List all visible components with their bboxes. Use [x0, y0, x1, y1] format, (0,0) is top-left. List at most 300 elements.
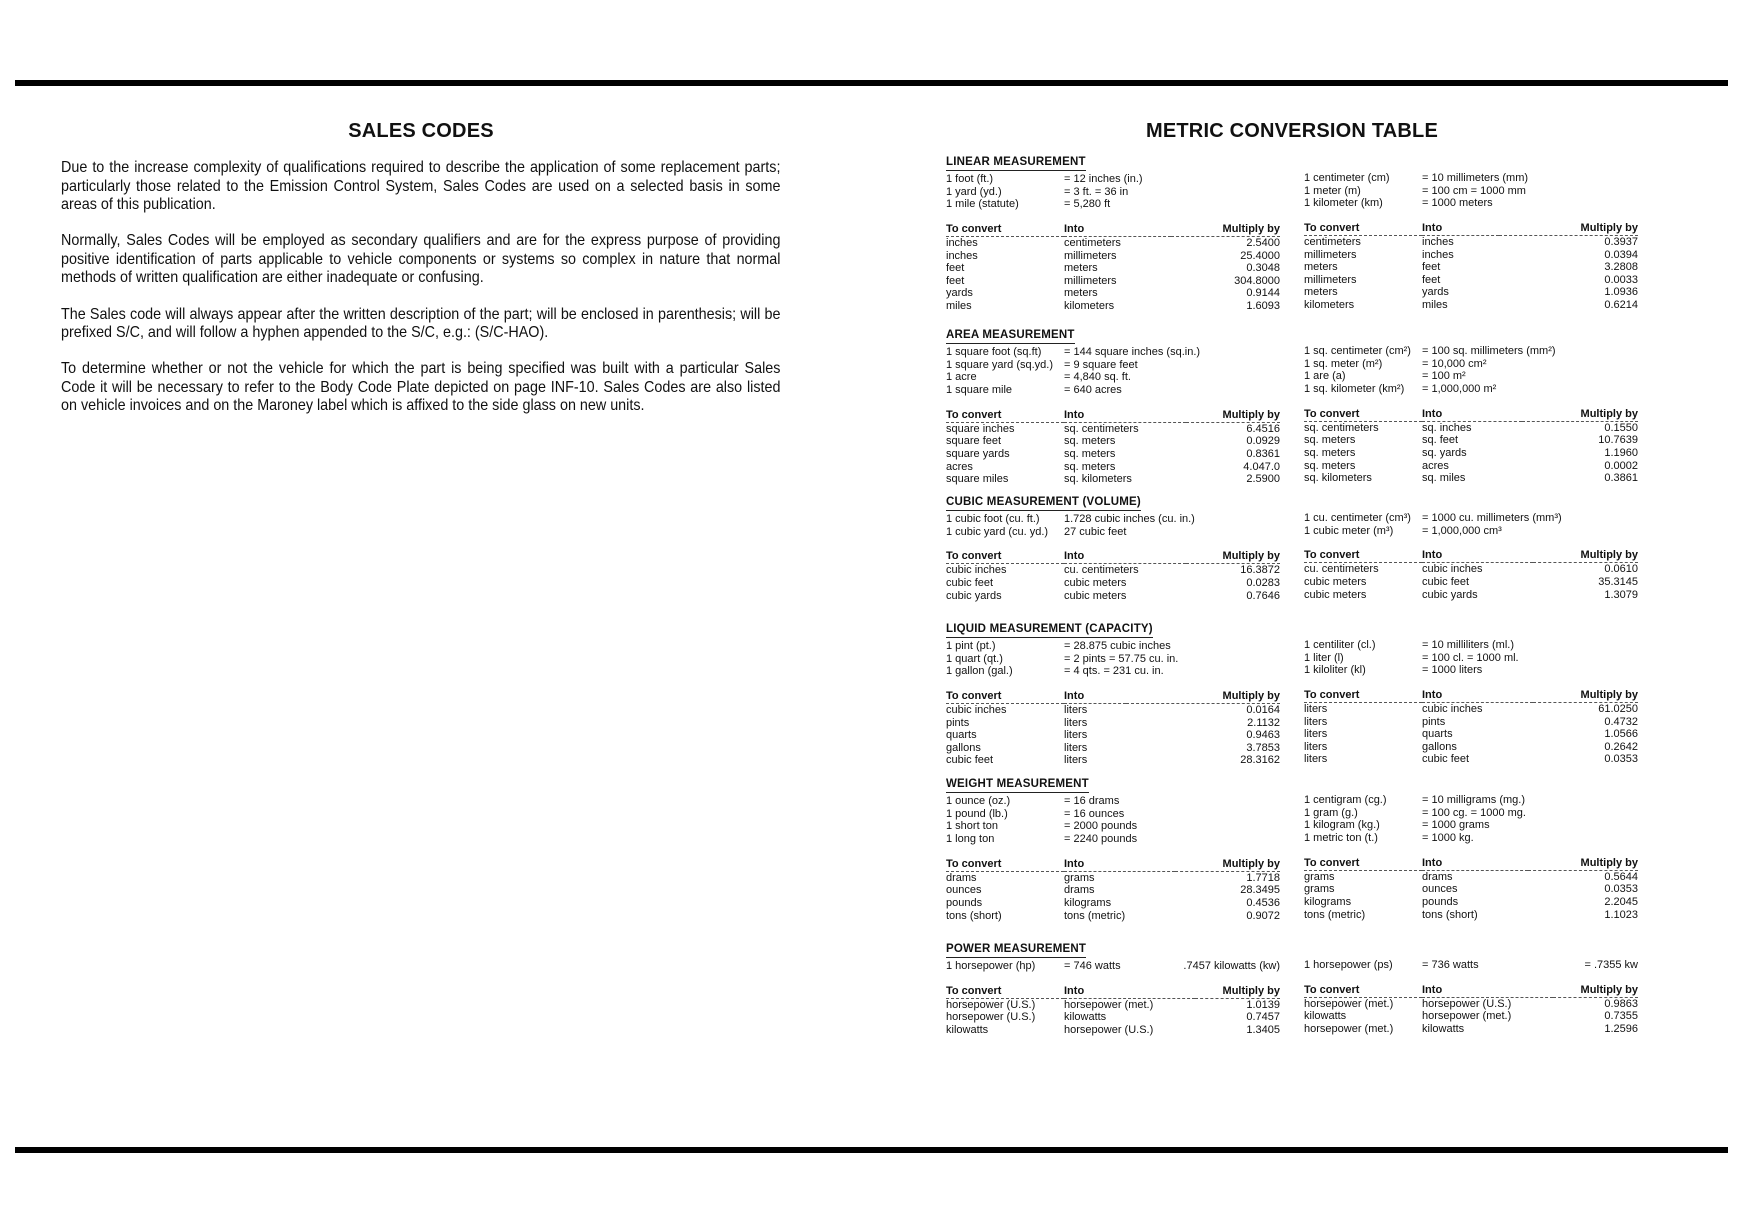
- conversion-table: [1304, 221, 1638, 312]
- table-cell: 16.3872: [1240, 564, 1280, 577]
- left-column: [946, 155, 1280, 313]
- table-cell: cubic meters: [1064, 576, 1127, 589]
- metric-conversion-title: METRIC CONVERSION TABLE: [1145, 120, 1438, 142]
- definition-part: = 5,280 ft: [1064, 198, 1111, 211]
- table-cell: 0.0353: [1604, 753, 1638, 766]
- table-row: [1304, 716, 1638, 729]
- definition-part: 1 gallon (gal.): [946, 665, 1013, 678]
- conversion-table: [1304, 407, 1638, 485]
- table-row: [946, 742, 1280, 755]
- table-row: [946, 1011, 1280, 1024]
- section-columns: [946, 777, 1638, 922]
- left-column: [946, 495, 1280, 602]
- table-cell: 0.9072: [1246, 909, 1280, 922]
- heading-spacer: [1304, 622, 1638, 637]
- definition-part: = 10 millimeters (mm): [1422, 172, 1529, 184]
- definition-row: [946, 198, 1280, 211]
- table-cell: horsepower (met.): [1304, 1022, 1394, 1035]
- table-header-row: [1304, 688, 1638, 703]
- table-cell: liters: [1304, 728, 1328, 741]
- table-cell: 0.9144: [1246, 287, 1280, 300]
- table-cell: sq. meters: [1304, 459, 1356, 472]
- column-header: Into: [1422, 983, 1553, 998]
- definitions: [1304, 794, 1638, 845]
- definition-row: [946, 186, 1280, 199]
- heading-spacer: [1304, 495, 1638, 510]
- table-row: [1304, 472, 1638, 485]
- table-cell: kilometers: [1064, 300, 1115, 313]
- table-cell: yards: [946, 287, 973, 300]
- definitions: [1304, 172, 1638, 210]
- definition-part: = .7355 kw: [1584, 959, 1638, 971]
- table-cell: 0.0002: [1604, 459, 1638, 472]
- table-cell: liters: [1064, 704, 1088, 717]
- table-cell: sq. inches: [1422, 421, 1472, 434]
- table-header-row: [1304, 983, 1638, 998]
- column-header: Multiply by: [1499, 221, 1638, 236]
- definition-row: [1304, 664, 1638, 677]
- table-cell: centimeters: [1304, 236, 1361, 249]
- definition-part: 1 ounce (oz.): [946, 795, 1011, 807]
- definition-row: [1304, 819, 1638, 832]
- section-heading: POWER MEASUREMENT: [946, 942, 1086, 958]
- table-cell: gallons: [1422, 740, 1457, 753]
- table-cell: 0.0610: [1604, 563, 1638, 576]
- definition-part: = 16 drams: [1064, 795, 1120, 807]
- definition-part: 1 short ton: [946, 820, 998, 833]
- table-row: [946, 884, 1280, 897]
- definition-part: = 10,000 cm²: [1422, 357, 1487, 370]
- table-cell: 1.0936: [1604, 286, 1638, 299]
- conversion-section: [946, 495, 1638, 602]
- table-header-row: [946, 689, 1280, 704]
- definition-part: 1 square foot (sq.ft): [946, 346, 1042, 358]
- definition-row: [1304, 345, 1638, 358]
- table-cell: cu. centimeters: [1064, 564, 1139, 577]
- definition-part: = 12 inches (in.): [1064, 173, 1143, 185]
- table-cell: pounds: [946, 896, 983, 909]
- paragraph: The Sales code will always appear after the written description of the part; will be enclosed in parenthesis; will be prefixed S/C, and will follow a hyphen appended to the S/C, e.g.: (S/C-HAO).: [61, 305, 781, 342]
- table-cell: cubic inches: [946, 704, 1007, 717]
- table-cell: kilograms: [1064, 896, 1112, 909]
- definition-row: [946, 371, 1280, 384]
- table-cell: sq. centimeters: [1304, 421, 1379, 434]
- table-row: [1304, 434, 1638, 447]
- definition-row: [1304, 197, 1638, 210]
- conversion-section: [946, 777, 1638, 922]
- column-header: To convert: [946, 689, 1064, 704]
- table-row: [946, 262, 1280, 275]
- table-cell: 3.7853: [1246, 741, 1280, 754]
- column-header: Multiply by: [1126, 689, 1280, 704]
- table-cell: liters: [1064, 729, 1088, 742]
- table-cell: liters: [1304, 715, 1328, 728]
- table-header-row: [1304, 856, 1638, 871]
- definition-part: = 10 milligrams (mg.): [1422, 794, 1525, 806]
- table-cell: square miles: [946, 473, 1009, 486]
- column-header: Multiply by: [1171, 222, 1280, 237]
- table-row: [946, 300, 1280, 313]
- definition-row: [946, 526, 1280, 539]
- table-cell: ounces: [946, 884, 982, 897]
- table-cell: 0.8361: [1246, 447, 1280, 460]
- table-cell: 25.4000: [1240, 249, 1280, 262]
- table-cell: millimeters: [1064, 274, 1117, 287]
- definition-row: [946, 820, 1280, 833]
- conversion-table: [946, 549, 1280, 602]
- table-cell: kilowatts: [946, 1023, 989, 1036]
- table-row: [1304, 563, 1638, 576]
- column-header: Multiply by: [1186, 408, 1280, 423]
- table-cell: inches: [1422, 248, 1454, 261]
- table-row: [946, 275, 1280, 288]
- table-row: [1304, 460, 1638, 473]
- definition-row: [946, 384, 1280, 397]
- table-cell: 0.0164: [1246, 704, 1280, 717]
- definition-part: = 28.875 cubic inches: [1064, 640, 1171, 652]
- sales-codes-title: SALES CODES: [348, 120, 494, 142]
- definition-part: .7457 kilowatts (kw): [1183, 960, 1280, 972]
- table-cell: kilowatts: [1422, 1022, 1465, 1035]
- table-cell: 0.7457: [1246, 1011, 1280, 1024]
- definition-part: 1 kilogram (kg.): [1304, 819, 1380, 832]
- table-cell: 1.1960: [1604, 446, 1638, 459]
- table-header-row: [946, 549, 1280, 564]
- definition-row: [1304, 358, 1638, 371]
- sales-codes-body: [61, 159, 781, 434]
- section-heading: LIQUID MEASUREMENT (CAPACITY): [946, 622, 1153, 638]
- table-cell: quarts: [946, 729, 977, 742]
- conversion-table: [946, 689, 1280, 767]
- definition-part: 1 cu. centimeter (cm³): [1304, 512, 1411, 524]
- table-cell: grams: [1304, 883, 1335, 896]
- table-cell: miles: [946, 300, 972, 313]
- definition-part: 1 yard (yd.): [946, 185, 1002, 198]
- definition-part: 1 metric ton (t.): [1304, 832, 1378, 845]
- definition-part: 1 pint (pt.): [946, 640, 996, 652]
- table-cell: 61.0250: [1598, 703, 1638, 716]
- table-cell: 0.0283: [1246, 576, 1280, 589]
- table-cell: sq. feet: [1422, 434, 1459, 447]
- table-cell: 1.3079: [1604, 588, 1638, 601]
- table-cell: tons (metric): [1304, 908, 1366, 921]
- table-row: [946, 564, 1280, 577]
- table-row: [946, 237, 1280, 250]
- definition-part: 1 horsepower (hp): [946, 960, 1036, 972]
- table-cell: sq. meters: [1064, 435, 1116, 448]
- table-cell: millimeters: [1064, 249, 1117, 262]
- definition-part: 1 centimeter (cm): [1304, 172, 1390, 184]
- heading-spacer: [1304, 777, 1638, 792]
- definitions: [946, 795, 1280, 846]
- column-header: Multiply by: [1533, 548, 1638, 563]
- table-cell: grams: [1064, 871, 1095, 884]
- definition-row: [1304, 525, 1638, 538]
- table-cell: cubic yards: [1422, 588, 1478, 601]
- column-header: Into: [1422, 688, 1533, 703]
- table-cell: feet: [946, 262, 965, 275]
- table-cell: 2.2045: [1604, 895, 1638, 908]
- table-row: [1304, 236, 1638, 249]
- table-cell: cubic inches: [1422, 563, 1483, 576]
- definition-part: 1 sq. centimeter (cm²): [1304, 345, 1411, 357]
- table-cell: acres: [946, 460, 973, 473]
- definition-part: 1 sq. kilometer (km²): [1304, 383, 1405, 396]
- conversion-section: [946, 155, 1638, 313]
- table-cell: 1.3405: [1246, 1023, 1280, 1036]
- table-row: [946, 461, 1280, 474]
- table-cell: 0.9463: [1246, 729, 1280, 742]
- table-cell: 4.047.0: [1243, 460, 1280, 473]
- paragraph: To determine whether or not the vehicle for which the part is being specified was built with a particular Sales Code it will be necessary to refer to the Body Code Plate depicted on page INF-10. Sales Codes are also listed on vehicle invoices and on the Maroney label which is affixed to the side glass on new units.: [61, 360, 781, 415]
- table-row: [1304, 261, 1638, 274]
- table-cell: 1.2596: [1604, 1022, 1638, 1035]
- table-header-row: [946, 408, 1280, 423]
- column-header: Into: [1064, 689, 1126, 704]
- table-cell: kilowatts: [1064, 1011, 1107, 1024]
- definition-part: 1 cubic foot (cu. ft.): [946, 513, 1040, 525]
- section-heading: AREA MEASUREMENT: [946, 328, 1075, 344]
- table-row: [946, 473, 1280, 486]
- table-cell: square inches: [946, 422, 1015, 435]
- table-cell: kilograms: [1304, 895, 1352, 908]
- table-row: [1304, 299, 1638, 312]
- table-row: [1304, 421, 1638, 434]
- table-cell: meters: [1064, 262, 1098, 275]
- table-cell: 2.5900: [1246, 473, 1280, 486]
- table-cell: pints: [946, 716, 970, 729]
- table-row: [1304, 909, 1638, 922]
- table-cell: pints: [1422, 715, 1446, 728]
- definition-part: = 9 square feet: [1064, 358, 1138, 371]
- conversion-table: [1304, 688, 1638, 766]
- table-cell: sq. meters: [1304, 434, 1356, 447]
- section-columns: [946, 328, 1638, 486]
- table-cell: 28.3162: [1240, 754, 1280, 767]
- section-heading: LINEAR MEASUREMENT: [946, 155, 1086, 171]
- column-header: To convert: [946, 408, 1064, 423]
- table-cell: millimeters: [1304, 248, 1357, 261]
- table-cell: liters: [1064, 716, 1088, 729]
- table-row: [1304, 1010, 1638, 1023]
- conversion-section: [946, 622, 1638, 767]
- definition-part: = 2 pints = 57.75 cu. in.: [1064, 652, 1179, 665]
- definition-part: = 144 square inches (sq.in.): [1064, 346, 1201, 358]
- section-heading: CUBIC MEASUREMENT (VOLUME): [946, 495, 1141, 511]
- table-cell: 28.3495: [1240, 884, 1280, 897]
- table-cell: cubic feet: [1422, 753, 1470, 766]
- table-cell: 0.0353: [1604, 883, 1638, 896]
- table-row: [946, 590, 1280, 603]
- column-header: Multiply by: [1175, 857, 1280, 872]
- right-column: [1304, 328, 1638, 486]
- table-row: [1304, 1023, 1638, 1036]
- table-cell: grams: [1304, 870, 1335, 883]
- table-row: [946, 435, 1280, 448]
- definition-row: [946, 346, 1280, 359]
- definition-part: 1 pound (lb.): [946, 807, 1008, 820]
- conversion-table: [1304, 856, 1638, 921]
- column-header: Into: [1422, 548, 1533, 563]
- table-row: [1304, 753, 1638, 766]
- table-cell: sq. kilometers: [1064, 473, 1132, 486]
- column-header: Multiply by: [1553, 983, 1638, 998]
- column-header: Multiply by: [1186, 549, 1280, 564]
- definition-row: [1304, 959, 1638, 972]
- definition-row: [946, 653, 1280, 666]
- definition-part: 1 gram (g.): [1304, 806, 1358, 819]
- definition-part: 1 acre: [946, 371, 977, 384]
- definition-part: 1 cubic yard (cu. yd.): [946, 525, 1049, 538]
- table-cell: horsepower (U.S.): [1422, 997, 1512, 1010]
- table-cell: tons (short): [946, 909, 1002, 922]
- table-cell: yards: [1422, 286, 1449, 299]
- section-columns: [946, 942, 1638, 1036]
- definition-part: = 736 watts: [1422, 959, 1479, 971]
- table-cell: cubic meters: [1064, 589, 1127, 602]
- table-cell: square feet: [946, 435, 1002, 448]
- table-cell: sq. centimeters: [1064, 422, 1139, 435]
- definition-row: [1304, 652, 1638, 665]
- definition-part: = 1000 grams: [1422, 819, 1490, 832]
- table-cell: cu. centimeters: [1304, 563, 1379, 576]
- left-column: [946, 328, 1280, 486]
- definition-row: [946, 640, 1280, 653]
- definition-part: 1 meter (m): [1304, 184, 1361, 197]
- column-header: Multiply by: [1195, 984, 1280, 999]
- table-cell: 304.8000: [1234, 274, 1280, 287]
- definition-part: 1.728 cubic inches (cu. in.): [1064, 513, 1195, 525]
- table-cell: quarts: [1422, 728, 1453, 741]
- table-cell: horsepower (U.S.): [1064, 1023, 1154, 1036]
- table-row: [946, 577, 1280, 590]
- table-cell: centimeters: [1064, 237, 1121, 250]
- definition-part: 1 sq. meter (m²): [1304, 357, 1383, 370]
- table-cell: 0.1550: [1604, 421, 1638, 434]
- table-row: [1304, 286, 1638, 299]
- column-header: To convert: [1304, 983, 1422, 998]
- definition-part: 27 cubic feet: [1064, 525, 1127, 538]
- table-cell: 0.7355: [1604, 1010, 1638, 1023]
- column-header: To convert: [1304, 407, 1422, 422]
- table-cell: cubic feet: [946, 754, 994, 767]
- table-header-row: [946, 857, 1280, 872]
- table-cell: 0.3861: [1604, 472, 1638, 485]
- table-cell: sq. meters: [1064, 447, 1116, 460]
- table-cell: ounces: [1422, 883, 1458, 896]
- table-cell: liters: [1064, 754, 1088, 767]
- table-cell: inches: [946, 237, 978, 250]
- table-cell: kilometers: [1304, 299, 1355, 312]
- heading-spacer: [1304, 155, 1638, 170]
- table-header-row: [1304, 548, 1638, 563]
- table-cell: 3.2808: [1604, 261, 1638, 274]
- table-cell: cubic yards: [946, 589, 1002, 602]
- table-cell: 0.2642: [1604, 740, 1638, 753]
- right-column: [1304, 155, 1638, 313]
- column-header: To convert: [1304, 688, 1422, 703]
- table-row: [1304, 589, 1638, 602]
- table-row: [946, 422, 1280, 435]
- definition-part: = 3 ft. = 36 in: [1064, 185, 1129, 198]
- definition-row: [1304, 370, 1638, 383]
- table-cell: 35.3145: [1598, 575, 1638, 588]
- table-cell: horsepower (met.): [1422, 1010, 1512, 1023]
- table-cell: drams: [1064, 884, 1095, 897]
- table-cell: 1.6093: [1246, 300, 1280, 313]
- right-column: [1304, 622, 1638, 767]
- definition-part: = 100 sq. millimeters (mm²): [1422, 345, 1556, 357]
- definition-part: = 1000 cu. millimeters (mm³): [1422, 512, 1562, 524]
- table-row: [1304, 870, 1638, 883]
- table-cell: liters: [1304, 740, 1328, 753]
- table-cell: cubic feet: [946, 576, 994, 589]
- column-header: Into: [1422, 221, 1499, 236]
- table-row: [1304, 249, 1638, 262]
- definition-part: = 100 cl. = 1000 ml.: [1422, 651, 1519, 664]
- definitions: [1304, 512, 1638, 537]
- table-cell: 0.0033: [1604, 273, 1638, 286]
- table-cell: 0.6214: [1604, 299, 1638, 312]
- left-column: [946, 942, 1280, 1036]
- table-row: [1304, 997, 1638, 1010]
- definitions: [946, 960, 1280, 973]
- section-heading: WEIGHT MEASUREMENT: [946, 777, 1089, 793]
- table-cell: pounds: [1422, 895, 1459, 908]
- table-row: [946, 287, 1280, 300]
- table-cell: meters: [1064, 287, 1098, 300]
- table-cell: 1.0139: [1246, 998, 1280, 1011]
- definition-row: [1304, 639, 1638, 652]
- table-cell: cubic feet: [1422, 575, 1470, 588]
- conversion-section: [946, 942, 1638, 1036]
- paragraph: Due to the increase complexity of qualifications required to describe the application of some replacement parts; particularly those related to the Emission Control System, Sales Codes are used on a selected basis in some areas of this publication.: [61, 159, 781, 214]
- definition-row: [1304, 794, 1638, 807]
- definition-part: = 10 milliliters (ml.): [1422, 639, 1514, 651]
- table-cell: millimeters: [1304, 273, 1357, 286]
- table-row: [1304, 741, 1638, 754]
- definition-part: 1 square yard (sq.yd.): [946, 358, 1053, 371]
- table-cell: 0.0394: [1604, 248, 1638, 261]
- conversion-table: [946, 408, 1280, 486]
- table-row: [946, 250, 1280, 263]
- table-row: [946, 754, 1280, 767]
- column-header: Into: [1422, 856, 1528, 871]
- table-cell: drams: [1422, 870, 1453, 883]
- definitions: [946, 173, 1280, 211]
- table-cell: sq. miles: [1422, 472, 1466, 485]
- definition-part: = 4,840 sq. ft.: [1064, 371, 1131, 384]
- definitions: [1304, 959, 1638, 972]
- definition-row: [1304, 172, 1638, 185]
- column-header: To convert: [1304, 221, 1422, 236]
- definition-part: = 746 watts: [1064, 960, 1121, 972]
- definition-row: [1304, 185, 1638, 198]
- table-cell: liters: [1304, 703, 1328, 716]
- table-header-row: [1304, 407, 1638, 422]
- table-cell: 0.7646: [1246, 589, 1280, 602]
- definition-part: 1 long ton: [946, 833, 995, 846]
- definition-row: [946, 795, 1280, 808]
- table-cell: sq. meters: [1304, 446, 1356, 459]
- definition-row: [1304, 832, 1638, 845]
- conversion-table: [946, 857, 1280, 922]
- table-row: [946, 871, 1280, 884]
- definition-part: = 640 acres: [1064, 384, 1122, 397]
- left-column: [946, 622, 1280, 767]
- column-header: Into: [1064, 984, 1195, 999]
- conversion-section: [946, 328, 1638, 486]
